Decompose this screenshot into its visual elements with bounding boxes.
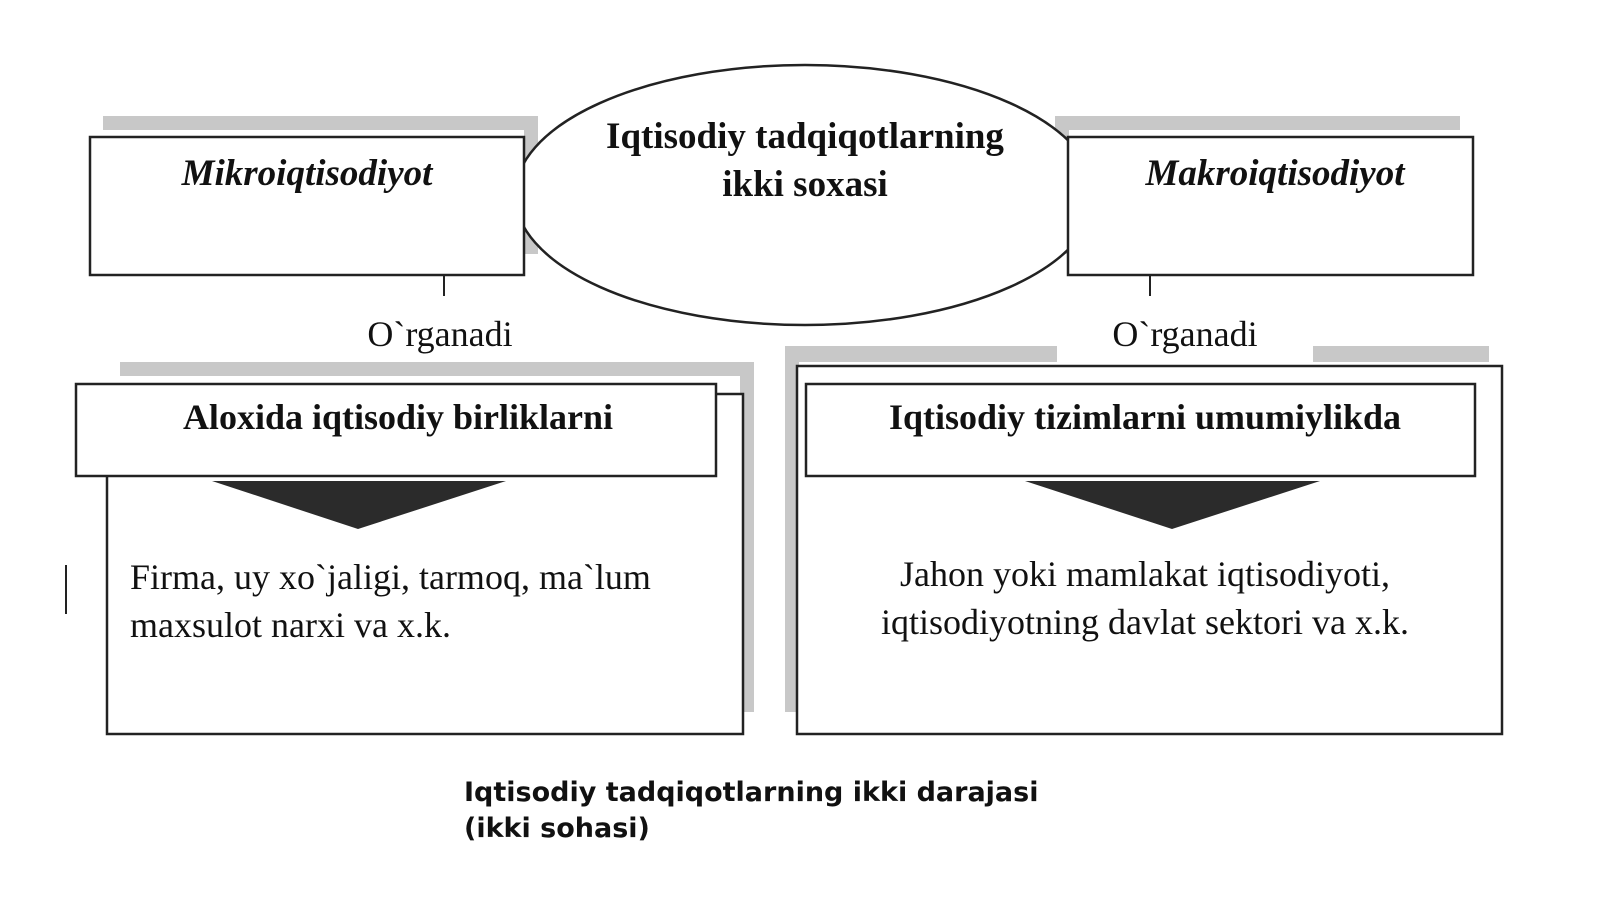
caption-line2: (ikki sohasi)	[464, 813, 650, 844]
left-panel-shadow-top	[120, 362, 754, 376]
right-examples	[800, 550, 1490, 646]
micro-box-shadow	[103, 116, 537, 130]
center-title	[560, 113, 1050, 209]
macro-title: Makroiqtisodiyot	[1145, 153, 1405, 194]
left-examples-line1: Firma, uy xo`jaligi, tarmoq, ma`lum	[130, 557, 651, 597]
figure-caption	[464, 775, 1038, 847]
center-title-line2: ikki soxasi	[722, 164, 888, 205]
right-panel-shadow-top-b	[1313, 346, 1489, 362]
left-subject-label: Aloxida iqtisodiy birliklarni	[182, 397, 614, 437]
left-examples	[130, 553, 710, 649]
left-examples-line2: maxsulot narxi va x.k.	[130, 605, 451, 645]
caption-line1: Iqtisodiy tadqiqotlarning ikki darajasi	[464, 777, 1039, 808]
right-examples-line1: Jahon yoki mamlakat iqtisodiyoti,	[900, 554, 1390, 594]
right-panel-shadow-top-a	[785, 346, 1057, 362]
center-title-line1: Iqtisodiy tadqiqotlarning	[606, 116, 1004, 157]
micro-title: Mikroiqtisodiyot	[181, 153, 433, 194]
right-subject-label: Iqtisodiy tizimlarni umumiylikda	[888, 397, 1402, 437]
right-examples-line2: iqtisodiyotning davlat sektori va x.k.	[881, 602, 1409, 642]
right-relation-label: O`rganadi	[1112, 314, 1258, 354]
left-relation-label: O`rganadi	[367, 314, 513, 354]
macro-box-shadow	[1060, 116, 1460, 130]
